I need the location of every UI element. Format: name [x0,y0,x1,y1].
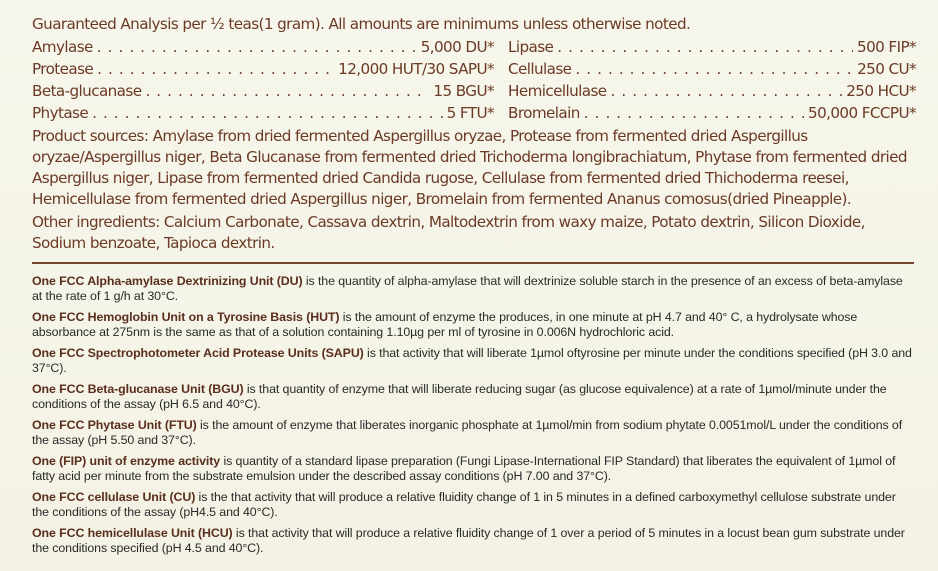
enzyme-name: Beta-glucanase [32,82,142,100]
definition-term: One FCC Alpha-amylase Dextrinizing Unit (DU) [32,274,303,288]
enzyme-name: Lipase [508,38,554,56]
definition-term: One FCC Beta-glucanase Unit (BGU) [32,382,244,396]
dot-leader [575,58,853,80]
definition-item [32,454,912,484]
analysis-column-right [508,36,916,124]
definition-item [32,310,912,340]
enzyme-value: 500 FIP* [857,38,916,56]
definition-text: is that quantity of enzyme that will liberate reducing sugar (as glucose equivalence) at a rate of 1µmol/minute under the conditions of the assay (pH 6.5 and 40°C). [32,382,887,411]
definition-term: One FCC Spectrophotometer Acid Protease Units (SAPU) [32,346,364,360]
definition-term: One FCC Phytase Unit (FTU) [32,418,197,432]
enzyme-value: 250 CU* [857,60,916,78]
definition-term: One FCC hemicellulase Unit (HCU) [32,526,233,540]
definition-text: is the quantity of alpha-amylase that will dextrinize soluble starch in the presence of an excess of beta-amylase at the rate of 1 g/h at 30°C. [32,274,903,303]
definition-item [32,526,912,556]
definition-text: is the amount of enzyme that liberates inorganic phosphate at 1µmol/min from sodium phytate 0.0051mol/L under the conditions of the assay (pH 5.50 and 37°C). [32,418,903,447]
definition-item [32,490,912,520]
analysis-row [508,80,916,102]
analysis-row [32,36,494,58]
product-sources: Product sources: Amylase from dried fermented Aspergillus oryzae, Protease from fermented dried Aspergillus oryzae/Aspergillus niger, Beta Glucanase from fermented dried Trichoderma longibrachiatum, Phytase from fermented dried Aspergillus niger, Lipase from fermented dried Candida rugose, Cellulase from fermented dried Thichoderma reesei, Hemicellulase from fermented dried Aspergillus niger, Bromelain from fermented Ananus comosus(dried Pineapple). [32,127,907,208]
dot-leader [97,36,417,58]
analysis-column-left [32,36,494,124]
enzyme-name: Protease [32,60,94,78]
definition-item [32,418,912,448]
definition-text: is quantity of a standard lipase preparation (Fungi Lipase-International FIP Standard) that liberates the equivalent of 1µmol of fatty acid per minute from the substrate emulsion under the described assay conditions (pH 7.00 and 37°C). [32,454,896,483]
enzyme-name: Bromelain [508,104,580,122]
definition-text: is that activity that will liberate 1µmol oftyrosine per minute under the conditions specified (pH 3.0 and 37°C). [32,346,912,375]
enzyme-name: Cellulase [508,60,572,78]
definition-item [32,346,912,376]
definition-term: One (FIP) unit of enzyme activity [32,454,221,468]
enzyme-value: 5 FTU* [446,104,494,122]
guaranteed-analysis-section [32,14,914,254]
analysis-row [508,58,916,80]
dot-leader [145,80,429,102]
dot-leader [557,36,853,58]
dot-leader [611,80,843,102]
definition-item [32,382,912,412]
analysis-row [508,36,916,58]
definition-term: One FCC cellulase Unit (CU) [32,490,196,504]
definition-term: One FCC Hemoglobin Unit on a Tyrosine Basis (HUT) [32,310,340,324]
analysis-row [32,80,494,102]
other-ingredients: Other ingredients: Calcium Carbonate, Cassava dextrin, Maltodextrin from waxy maize, Potato dextrin, Silicon Dioxide, Sodium benzoate, Tapioca dextrin. [32,213,865,252]
section-divider [32,262,914,264]
enzyme-name: Phytase [32,104,89,122]
analysis-row [32,58,494,80]
analysis-row [508,102,916,124]
definition-item [32,274,912,304]
enzyme-name: Hemicellulase [508,82,607,100]
enzyme-value: 250 HCU* [846,82,916,100]
definition-text: is the that activity that will produce a relative fluidity change of 1 in 5 minutes in a defined carboxymethyl cellulose substrate under the conditions of the assay (pH4.5 and 40°C). [32,490,896,519]
enzyme-value: 15 BGU* [433,82,494,100]
enzyme-value: 50,000 FCCPU* [808,104,916,122]
analysis-heading: Guaranteed Analysis per ½ teas(1 gram). All amounts are minimums unless otherwise noted. [32,15,691,33]
enzyme-name: Amylase [32,38,93,56]
dot-leader [584,102,804,124]
enzyme-value: 5,000 DU* [420,38,494,56]
dot-leader [97,58,334,80]
analysis-row [32,102,494,124]
definition-text: is that activity that will produce a relative fluidity change of 1 over a period of 5 minutes in a locust bean gum substrate under the conditions specified (pH 4.5 and 40°C). [32,526,905,555]
definition-text: is the amount of enzyme the produces, in one minute at pH 4.7 and 40° C, a hydrolysate whose absorbance at 275nm is the same as that of a solution containing 1.10µg per ml of tyrosine in 0.006N hydrochloric acid. [32,310,858,339]
analysis-grid [32,36,914,124]
unit-definitions [32,274,912,556]
enzyme-value: 12,000 HUT/30 SAPU* [338,60,494,78]
dot-leader [92,102,443,124]
